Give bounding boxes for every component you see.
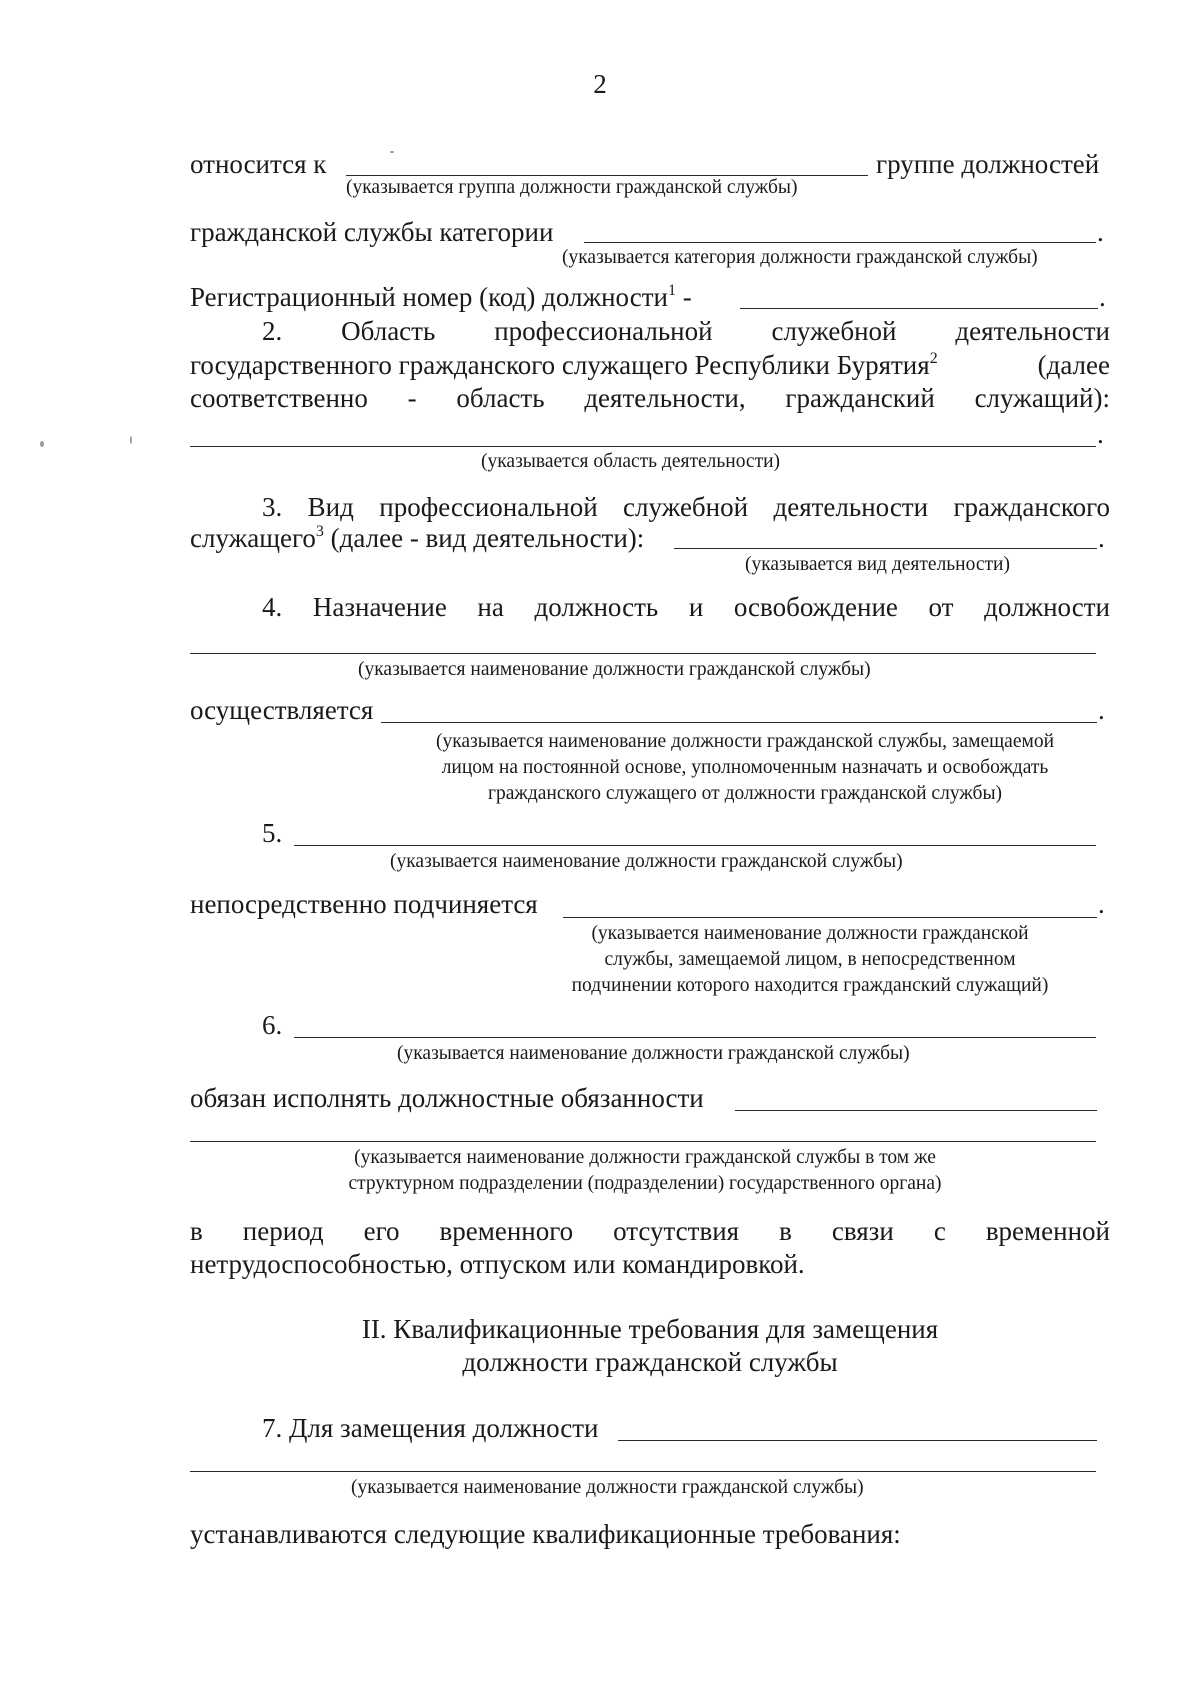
period-mark: . (1097, 217, 1104, 247)
item5-position-caption: (указывается наименование должности гражданской службы) (390, 851, 903, 872)
period-mark: . (1098, 695, 1105, 725)
carried-out-label: осуществляется (190, 695, 374, 725)
supervisor-caption-2: службы, замещаемой лицом, в непосредственном (604, 949, 1016, 970)
word: деятельности (773, 492, 929, 522)
item4-line1: 4. Назначение на должность и освобождение от должности (262, 592, 1110, 622)
supervisor-caption-3: подчинении которого находится гражданский служащий) (571, 975, 1049, 996)
item5-position-blank (294, 845, 1096, 846)
period-mark: . (1099, 282, 1106, 312)
period-mark: . (1098, 523, 1105, 553)
appointing-official-blank (381, 722, 1097, 723)
word: служебной (623, 492, 749, 522)
position-group-suffix: группе должностей (876, 149, 1100, 179)
item2-line1: 2. Область профессиональной служебной деятельности (262, 316, 1110, 346)
scan-speck (130, 436, 132, 444)
appointing-official-caption-1: (указывается наименование должности гражданской службы, замещаемой (435, 731, 1055, 752)
supervisor-blank (563, 917, 1097, 918)
item2-line3: соответственно - область деятельности, гражданский служащий): (190, 383, 1110, 413)
item2-line2: государственного гражданского служащего Республики Бурятия$^2$ (далее (190, 350, 1110, 380)
category-label: гражданской службы категории (190, 217, 554, 247)
substitute-blank-1 (735, 1110, 1097, 1111)
position-group-caption: (указывается группа должности гражданской службы) (346, 177, 798, 198)
position-name-blank (190, 653, 1096, 654)
position-name-caption: (указывается наименование должности гражданской службы) (358, 659, 871, 680)
page-number: 2 (593, 69, 607, 99)
period-mark: . (1097, 419, 1104, 449)
substitute-blank-2 (190, 1141, 1096, 1142)
appointing-official-caption-3: гражданского служащего от должности гражданской службы) (487, 783, 1003, 804)
duties-label: обязан исполнять должностные обязанности (190, 1083, 704, 1113)
item5-number: 5. (262, 818, 283, 848)
period-mark: . (1098, 889, 1105, 919)
scan-speck (390, 151, 394, 153)
category-blank (584, 242, 1096, 243)
substitute-caption-2: структурном подразделении (подразделении) государственного органа) (348, 1173, 942, 1194)
item7-caption: (указывается наименование должности гражданской службы) (351, 1477, 864, 1498)
item7-label: 7. Для замещения должности (262, 1413, 599, 1443)
item3-line2: служащего$^3$ (далее - вид деятельности): (190, 523, 645, 553)
item6-position-blank (294, 1037, 1096, 1038)
requirements-intro: устанавливаются следующие квалификационные требования: (190, 1519, 901, 1549)
scan-speck (40, 441, 44, 447)
word: 3. (262, 492, 283, 522)
registration-label: Регистрационный номер (код) должности$^1$ - (190, 282, 692, 312)
word: гражданского (953, 492, 1110, 522)
activity-area-caption: (указывается область деятельности) (481, 451, 781, 472)
activity-kind-caption: (указывается вид деятельности) (745, 554, 1010, 575)
item7-blank-2 (190, 1471, 1096, 1472)
word: Вид (307, 492, 354, 522)
substitute-caption-1: (указывается наименование должности гражданской службы в том же (354, 1147, 936, 1168)
absence-line2: нетрудоспособностью, отпуском или командировкой. (190, 1249, 805, 1279)
relates-to-label: относится к (190, 149, 327, 179)
section-heading-line1: II. Квалификационные требования для замещения (361, 1314, 939, 1344)
item3-line1 (262, 491, 1110, 523)
registration-blank (740, 308, 1098, 309)
subordinate-label: непосредственно подчиняется (190, 889, 538, 919)
appointing-official-caption-2: лицом на постоянной основе, уполномоченным назначать и освобождать (441, 757, 1049, 778)
activity-area-blank (190, 446, 1096, 447)
supervisor-caption-1: (указывается наименование должности гражданской (591, 923, 1029, 944)
section-heading-line2: должности гражданской службы (462, 1347, 838, 1377)
item6-position-caption: (указывается наименование должности гражданской службы) (397, 1043, 910, 1064)
absence-line1: в период его временного отсутствия в связи с временной (190, 1216, 1110, 1246)
item7-blank-1 (618, 1440, 1097, 1441)
activity-kind-blank (674, 548, 1097, 549)
category-caption: (указывается категория должности гражданской службы) (562, 247, 1038, 268)
word: профессиональной (379, 492, 598, 522)
item6-number: 6. (262, 1010, 283, 1040)
